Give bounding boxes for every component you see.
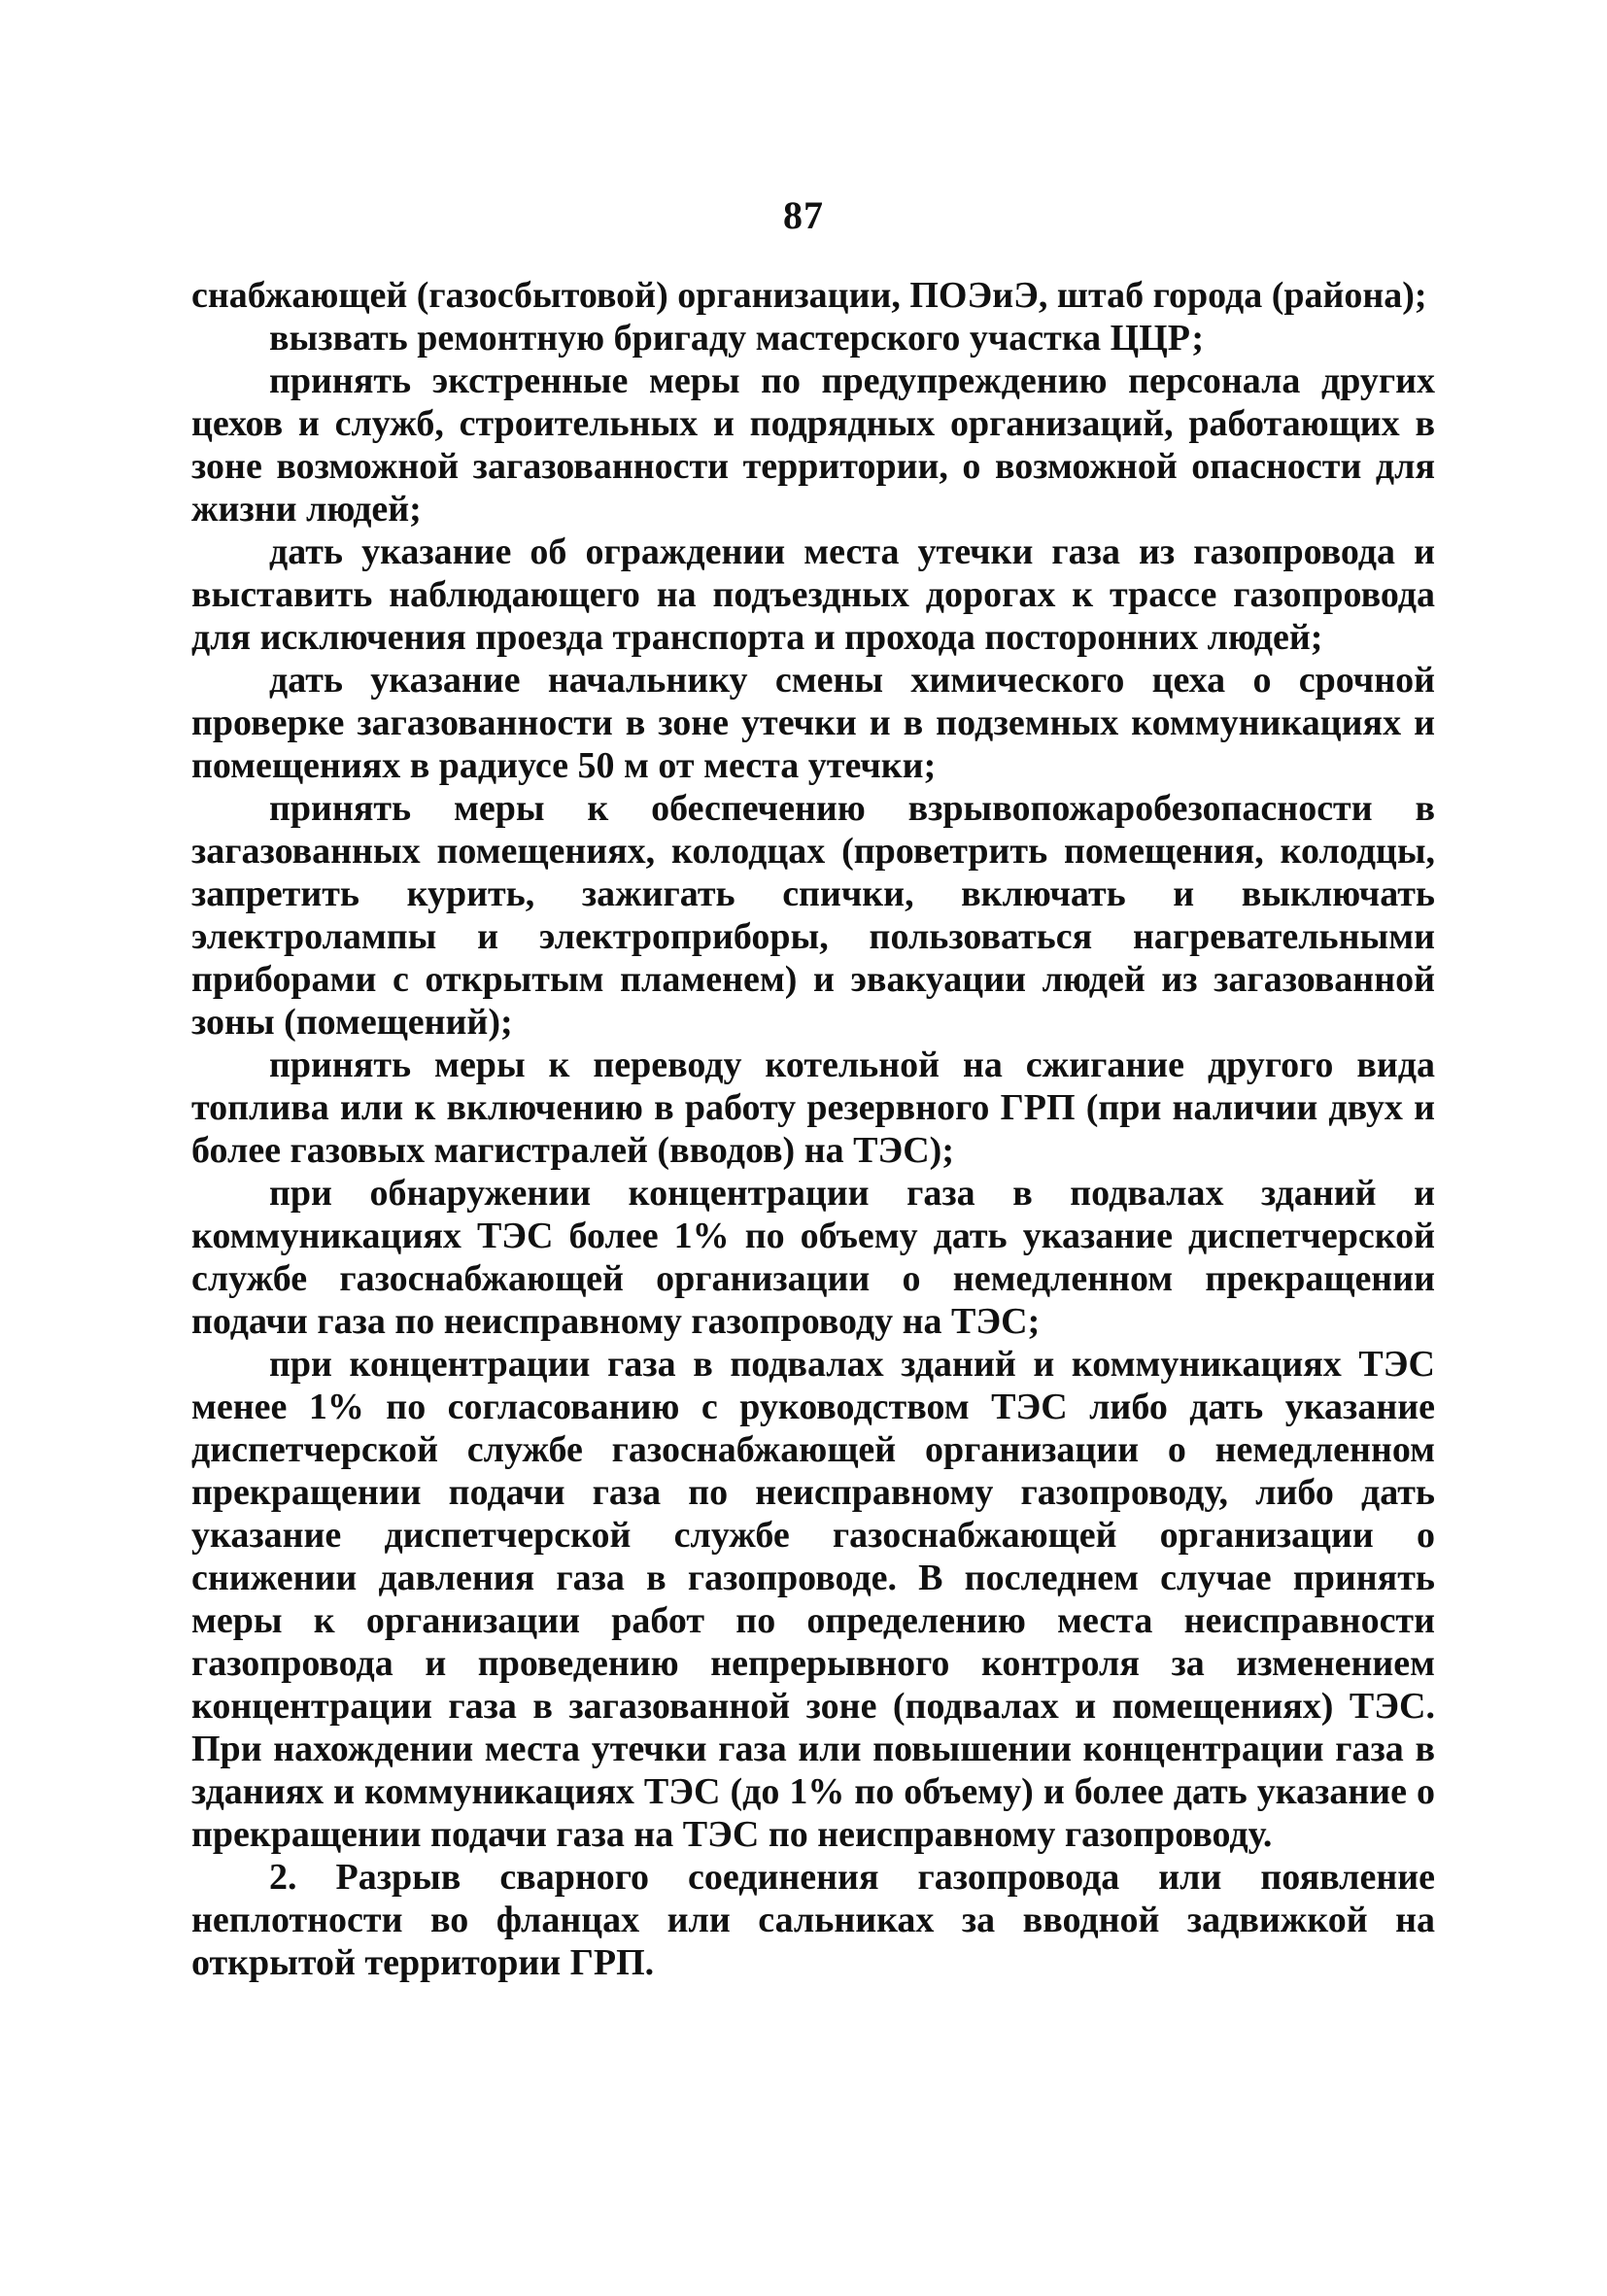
- paragraph: снабжающей (газосбытовой) организации, ПОЭиЭ, штаб города (района);: [191, 275, 1427, 316]
- paragraph: при обнаружении концентрации газа в подвалах зданий и коммуникациях ТЭС более 1% по объему дать указание диспетчерской службе газоснабжающей организации о немедленном прекращении подачи газа по неисправному газопроводу на ТЭС;: [191, 1173, 1435, 1342]
- paragraph: вызвать ремонтную бригаду мастерского участка ЦЦР;: [269, 318, 1205, 359]
- paragraph: принять меры к обеспечению взрывопожаробезопасности в загазованных помещениях, колодцах (проветрить помещения, колодцы, запретить курить, зажигать спички, включать и выключать электролампы и электроприборы, пользоваться нагревательными приборами с открытым пламенем) и эвакуации людей из загазованной зоны (помещений);: [191, 788, 1435, 1043]
- paragraph: при концентрации газа в подвалах зданий и коммуникациях ТЭС менее 1% по согласованию с руководством ТЭС либо дать указание диспетчерской службе газоснабжающей организации о немедленном прекращении подачи газа по неисправному газопроводу, либо дать указание диспетчерской службе газоснабжающей организации о снижении давления газа в газопроводе. В последнем случае принять меры к организации работ по определению места неисправности газопровода и проведению непрерывного контроля за изменением концентрации газа в загазованной зоне (подвалах и помещениях) ТЭС. При нахождении места утечки газа или повышении концентрации газа в зданиях и коммуникациях ТЭС (до 1% по объему) и более дать указание о прекращении подачи газа на ТЭС по неисправному газопроводу.: [191, 1344, 1435, 1855]
- paragraph: принять меры к переводу котельной на сжигание другого вида топлива или к включению в работу резервного ГРП (при наличии двух и более газовых магистралей (вводов) на ТЭС);: [191, 1045, 1435, 1171]
- paragraph: дать указание об ограждении места утечки газа из газопровода и выставить наблюдающего на подъездных дорогах к трассе газопровода для исключения проезда транспорта и прохода посторонних людей;: [191, 531, 1435, 658]
- paragraph: 2. Разрыв сварного соединения газопровода или появление неплотности во фланцах или сальниках за вводной задвижкой на открытой территории ГРП.: [191, 1857, 1435, 1983]
- paragraph: принять экстренные меры по предупреждению персонала других цехов и служб, строительных и подрядных организаций, работающих в зоне возможной загазованности территории, о возможной опасности для жизни людей;: [191, 360, 1435, 530]
- paragraph: дать указание начальнику смены химического цеха о срочной проверке загазованности в зоне утечки и в подземных коммуникациях и помещениях в радиусе 50 м от места утечки;: [191, 660, 1435, 786]
- body-text: [191, 274, 1435, 1984]
- page-number: 87: [783, 193, 824, 237]
